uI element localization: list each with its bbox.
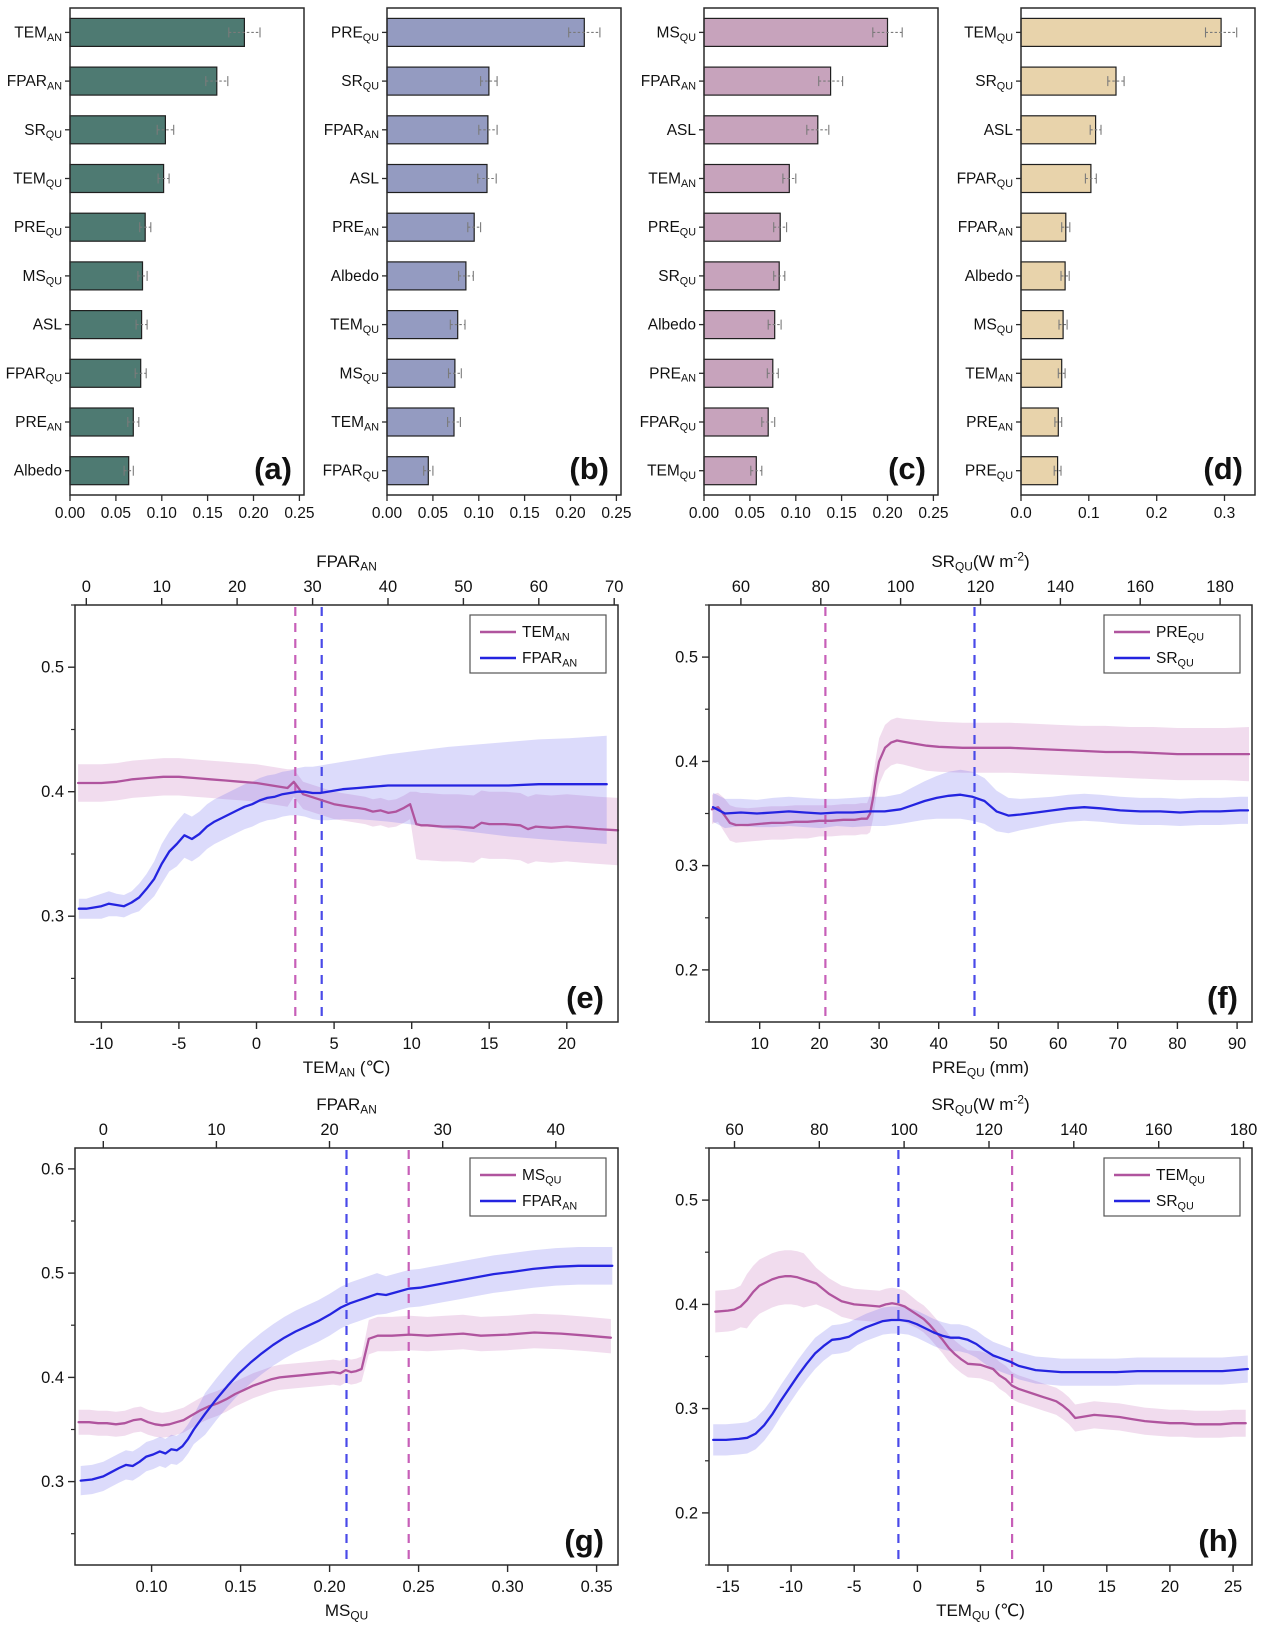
- svg-text:10: 10: [207, 1121, 226, 1139]
- svg-text:PREQU: $PRE_{QU}$: [647, 219, 696, 239]
- svg-text:140: 140: [1046, 578, 1075, 596]
- svg-text:SRQU: $SR_{QU}$: [658, 267, 696, 288]
- svg-text:-15: -15: [716, 1578, 740, 1596]
- svg-text:20: 20: [1160, 1578, 1180, 1596]
- svg-text:(a): (a): [254, 451, 292, 486]
- svg-text:FPARAN: $FPAR_{AN}$: [6, 73, 62, 93]
- svg-text:Albedo: Albedo: [647, 316, 696, 334]
- svg-text:(e): (e): [566, 980, 604, 1015]
- svg-text:0: 0: [912, 1578, 922, 1596]
- svg-text:0.00: 0.00: [54, 505, 86, 522]
- svg-text:0.15: 0.15: [509, 505, 540, 522]
- svg-text:20: 20: [810, 1035, 829, 1053]
- svg-text:ASL: ASL: [349, 170, 379, 188]
- svg-text:0.05: 0.05: [100, 505, 131, 522]
- svg-text:TEMAN: $TEM_{AN}$: [331, 413, 379, 434]
- svg-text:0.3: 0.3: [675, 857, 698, 876]
- svg-text:60: 60: [1048, 1035, 1068, 1053]
- svg-text:FPARQU: $FPAR_{QU}$: [5, 365, 62, 385]
- svg-text:ASL: ASL: [666, 121, 696, 139]
- svg-text:40: 40: [546, 1121, 565, 1139]
- svg-text:0.25: 0.25: [284, 505, 315, 522]
- svg-text:FPARAN: $FPAR_{AN}$: [522, 1193, 578, 1213]
- svg-text:10: 10: [750, 1035, 769, 1053]
- svg-text:TEMQU: $TEM_{QU}$: [1156, 1167, 1205, 1187]
- svg-text:MSQU: $MS_{QU}$: [522, 1167, 562, 1187]
- svg-text:0.10: 0.10: [135, 1578, 168, 1596]
- svg-text:0.10: 0.10: [780, 505, 811, 522]
- svg-text:0.00: 0.00: [688, 505, 720, 522]
- svg-text:180: 180: [1206, 578, 1234, 596]
- svg-text:100: 100: [890, 1121, 918, 1139]
- svg-text:0: 0: [98, 1121, 108, 1139]
- svg-text:TEMAN: $TEM_{AN}$: [965, 365, 1013, 385]
- svg-text:0: 0: [81, 578, 91, 596]
- svg-text:0.3: 0.3: [1213, 505, 1236, 522]
- svg-text:PREQU: $PRE_{QU}$: [964, 462, 1013, 483]
- panel-a-chart: [0, 0, 317, 540]
- svg-text:PREAN: $PRE_{AN}$: [332, 219, 379, 239]
- panel-f: [634, 545, 1268, 1088]
- svg-text:MSQU: $MS_{QU}$: [324, 1601, 369, 1623]
- svg-text:ASL: ASL: [32, 316, 62, 334]
- svg-text:80: 80: [811, 578, 830, 596]
- svg-text:FPARQU: $FPAR_{QU}$: [956, 170, 1013, 190]
- svg-text:20: 20: [320, 1121, 339, 1139]
- panel-d-chart: [951, 0, 1268, 540]
- svg-text:40: 40: [378, 578, 398, 596]
- svg-text:PREAN: $PRE_{AN}$: [15, 413, 62, 434]
- svg-text:PREQU: $PRE_{QU}$: [1156, 624, 1205, 644]
- svg-text:0.4: 0.4: [41, 783, 64, 802]
- svg-text:0.25: 0.25: [601, 505, 632, 522]
- svg-text:0.15: 0.15: [192, 505, 223, 522]
- svg-text:5: 5: [329, 1035, 339, 1053]
- svg-text:0.1: 0.1: [1078, 505, 1100, 522]
- svg-text:PREAN: $PRE_{AN}$: [649, 365, 696, 385]
- svg-text:FPARQU: $FPAR_{QU}$: [639, 413, 696, 434]
- panel-g: [0, 1088, 634, 1631]
- svg-text:0: 0: [251, 1035, 262, 1053]
- svg-text:(c): (c): [888, 451, 926, 486]
- svg-text:Albedo: Albedo: [964, 267, 1013, 285]
- svg-text:10: 10: [402, 1035, 421, 1053]
- svg-text:MSQU: $MS_{QU}$: [656, 24, 696, 44]
- svg-text:TEMAN: $TEM_{AN}$: [14, 24, 62, 44]
- svg-text:0.05: 0.05: [417, 505, 448, 522]
- svg-text:MSQU: $MS_{QU}$: [339, 365, 379, 385]
- svg-text:60: 60: [731, 578, 751, 596]
- svg-text:0.00: 0.00: [371, 505, 403, 522]
- svg-text:0.4: 0.4: [675, 752, 698, 771]
- svg-text:80: 80: [810, 1121, 829, 1139]
- svg-text:5: 5: [975, 1578, 986, 1596]
- svg-text:70: 70: [1108, 1035, 1127, 1053]
- svg-text:0.5: 0.5: [41, 658, 64, 677]
- svg-text:120: 120: [966, 578, 995, 596]
- panel-f-chart: [634, 545, 1268, 1083]
- svg-text:SRQU: $SR_{QU}$: [341, 73, 379, 93]
- svg-text:140: 140: [1060, 1121, 1088, 1139]
- svg-text:120: 120: [975, 1121, 1003, 1139]
- svg-text:0.3: 0.3: [41, 1473, 64, 1492]
- panel-c-chart: [634, 0, 951, 540]
- panel-g-chart: [0, 1088, 634, 1626]
- svg-text:20: 20: [557, 1035, 576, 1053]
- svg-text:0.5: 0.5: [675, 648, 698, 667]
- svg-text:0.2: 0.2: [1145, 505, 1168, 522]
- svg-text:30: 30: [433, 1121, 452, 1139]
- bar-row: [0, 0, 1268, 545]
- panel-a: [0, 0, 317, 545]
- panel-c: [634, 0, 951, 545]
- svg-text:10: 10: [152, 578, 171, 596]
- svg-text:FPARAN: $FPAR_{AN}$: [323, 121, 379, 142]
- svg-text:0.20: 0.20: [238, 505, 269, 522]
- svg-text:-5: -5: [171, 1035, 187, 1053]
- svg-text:0.10: 0.10: [463, 505, 494, 522]
- svg-text:PREQU: $PRE_{QU}$: [330, 24, 379, 44]
- svg-text:(f): (f): [1207, 980, 1238, 1015]
- svg-text:TEMQU: $TEM_{QU}$: [13, 170, 62, 190]
- svg-text:TEMQU: $TEM_{QU}$: [964, 24, 1013, 44]
- panel-d: [951, 0, 1268, 545]
- svg-text:0.3: 0.3: [675, 1400, 698, 1419]
- svg-text:PREAN: $PRE_{AN}$: [966, 413, 1013, 434]
- panel-h-chart: [634, 1088, 1268, 1626]
- svg-text:MSQU: $MS_{QU}$: [22, 267, 62, 288]
- svg-text:TEMQU (℃): $TEM_{QU}$ (℃): [936, 1601, 1025, 1623]
- svg-text:0.05: 0.05: [734, 505, 765, 522]
- svg-text:-10: -10: [89, 1035, 114, 1053]
- svg-text:0.15: 0.15: [224, 1578, 257, 1596]
- svg-text:PREQU (mm): $PRE_{QU}$ (mm): [931, 1058, 1030, 1080]
- svg-text:50: 50: [454, 578, 473, 596]
- svg-text:60: 60: [529, 578, 548, 596]
- svg-text:(d): (d): [1203, 451, 1243, 486]
- svg-text:-5: -5: [846, 1578, 862, 1596]
- svg-text:15: 15: [480, 1035, 499, 1053]
- svg-text:SRQU: $SR_{QU}$: [1156, 1193, 1194, 1213]
- svg-text:TEMAN: $TEM_{AN}$: [648, 170, 696, 190]
- svg-text:FPARAN: $FPAR_{AN}$: [522, 650, 578, 670]
- svg-text:PREQU: $PRE_{QU}$: [13, 219, 62, 239]
- svg-text:FPARQU: $FPAR_{QU}$: [322, 462, 379, 483]
- svg-text:0.35: 0.35: [580, 1578, 613, 1596]
- panel-e-chart: [0, 545, 634, 1083]
- svg-text:Albedo: Albedo: [330, 267, 379, 285]
- svg-text:SRQU: $SR_{QU}$: [24, 121, 62, 142]
- svg-text:(b): (b): [569, 451, 609, 486]
- svg-text:ASL: ASL: [983, 121, 1013, 139]
- svg-text:0.4: 0.4: [41, 1368, 64, 1387]
- svg-text:TEMQU: $TEM_{QU}$: [330, 316, 379, 336]
- svg-text:TEMQU: $TEM_{QU}$: [647, 462, 696, 483]
- svg-text:FPARAN: $FPAR_{AN}$: [640, 73, 696, 93]
- svg-text:FPARAN: $FPAR_{AN}$: [316, 1095, 377, 1117]
- svg-text:0.25: 0.25: [402, 1578, 435, 1596]
- panel-e: [0, 545, 634, 1088]
- svg-text:0.2: 0.2: [675, 1504, 698, 1523]
- svg-text:90: 90: [1227, 1035, 1247, 1053]
- svg-text:SRQU: $SR_{QU}$: [1156, 650, 1194, 670]
- svg-text:MSQU: $MS_{QU}$: [973, 316, 1013, 336]
- svg-text:30: 30: [303, 578, 322, 596]
- svg-text:0.5: 0.5: [675, 1191, 698, 1210]
- svg-text:60: 60: [725, 1121, 744, 1139]
- svg-text:Albedo: Albedo: [13, 462, 62, 480]
- svg-text:100: 100: [886, 578, 915, 596]
- svg-text:160: 160: [1144, 1121, 1173, 1139]
- svg-text:SRQU: $SR_{QU}$: [975, 73, 1013, 93]
- svg-text:50: 50: [989, 1035, 1008, 1053]
- panel-b-chart: [317, 0, 634, 540]
- svg-text:SRQU(W m-2): $SR_{QU}(W$ $m^{-2}$): [931, 1092, 1030, 1117]
- svg-text:TEMAN: $TEM_{AN}$: [522, 624, 570, 644]
- svg-text:25: 25: [1223, 1578, 1243, 1596]
- svg-text:TEMAN (℃): $TEM_{AN}$ (℃): [302, 1058, 391, 1080]
- svg-text:FPARAN: $FPAR_{AN}$: [957, 219, 1013, 239]
- svg-text:20: 20: [227, 578, 247, 596]
- svg-text:80: 80: [1168, 1035, 1187, 1053]
- svg-text:(g): (g): [564, 1523, 604, 1558]
- svg-text:40: 40: [929, 1035, 948, 1053]
- svg-text:0.10: 0.10: [146, 505, 177, 522]
- svg-text:0.30: 0.30: [491, 1578, 524, 1596]
- svg-text:(h): (h): [1198, 1523, 1238, 1558]
- svg-text:70: 70: [605, 578, 624, 596]
- svg-text:0.20: 0.20: [313, 1578, 346, 1596]
- svg-text:15: 15: [1097, 1578, 1116, 1596]
- svg-text:-10: -10: [779, 1578, 804, 1596]
- line-row-2: [0, 1088, 1268, 1631]
- svg-text:0.20: 0.20: [555, 505, 586, 522]
- svg-text:SRQU(W m-2): $SR_{QU}(W$ $m^{-2}$): [931, 549, 1030, 574]
- svg-text:0.0: 0.0: [1010, 505, 1032, 522]
- svg-text:160: 160: [1126, 578, 1154, 596]
- svg-text:0.5: 0.5: [41, 1264, 64, 1283]
- svg-text:30: 30: [869, 1035, 889, 1053]
- svg-text:0.20: 0.20: [872, 505, 903, 522]
- svg-text:10: 10: [1034, 1578, 1053, 1596]
- svg-text:0.3: 0.3: [41, 907, 64, 926]
- svg-text:FPARAN: $FPAR_{AN}$: [316, 552, 377, 574]
- svg-text:0.4: 0.4: [675, 1295, 698, 1314]
- svg-text:180: 180: [1229, 1121, 1258, 1139]
- svg-text:0.15: 0.15: [826, 505, 857, 522]
- svg-text:0.25: 0.25: [918, 505, 949, 522]
- panel-h: [634, 1088, 1268, 1631]
- svg-text:0.2: 0.2: [675, 961, 698, 980]
- svg-text:0.6: 0.6: [41, 1160, 64, 1179]
- panel-b: [317, 0, 634, 545]
- line-row-1: [0, 545, 1268, 1088]
